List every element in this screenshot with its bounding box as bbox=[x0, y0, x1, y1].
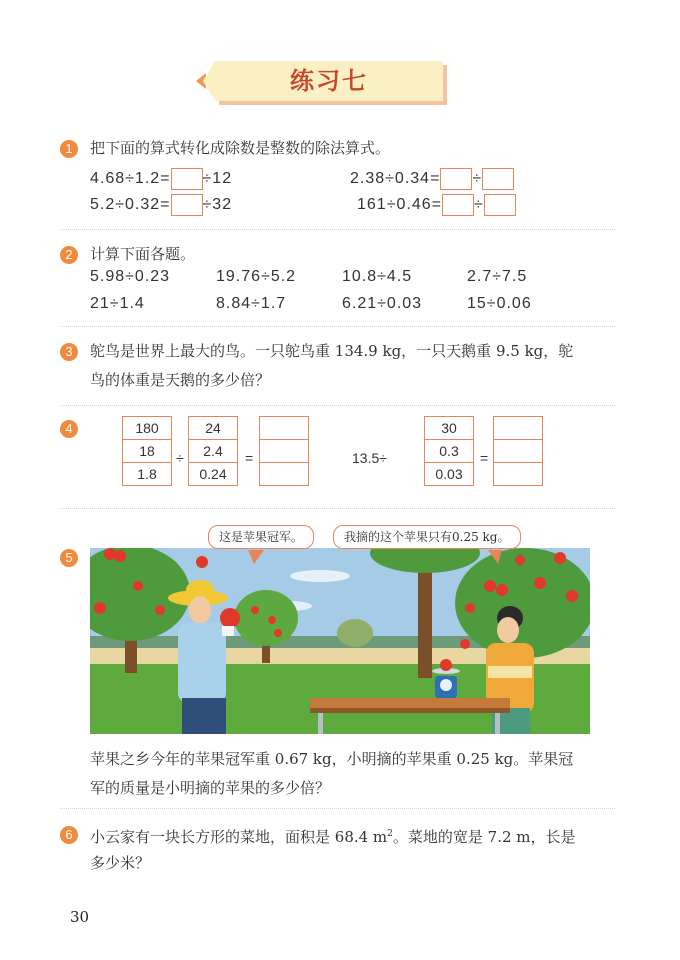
equation-text: ÷12 bbox=[202, 170, 233, 188]
equation-text: 2.38÷0.34= bbox=[350, 170, 441, 188]
calc-item: 8.84÷1.7 bbox=[216, 295, 287, 312]
exercise-5-line-2: 军的质量是小明摘的苹果的多少倍？ bbox=[90, 779, 331, 797]
apple-orchard-illustration bbox=[90, 548, 590, 734]
dividend-column bbox=[122, 416, 172, 486]
divisor-cell: 0.3 bbox=[425, 440, 473, 463]
answer-box[interactable] bbox=[482, 168, 514, 190]
answer-cell[interactable] bbox=[494, 417, 542, 440]
speech-bubble-farmer: 这是苹果冠军。 bbox=[208, 525, 314, 549]
divide-sign: ÷ bbox=[473, 196, 484, 214]
exercise-6-line-1 bbox=[90, 820, 576, 852]
calc-item: 15÷0.06 bbox=[467, 295, 532, 312]
orchard-scene-icon bbox=[90, 548, 590, 734]
divisor-column bbox=[188, 416, 238, 486]
answer-cell[interactable] bbox=[260, 417, 308, 440]
exercise-number-3: 3 bbox=[60, 343, 78, 361]
exercise-6-text: 小云家有一块长方形的菜地，面积是 68.4 m bbox=[90, 828, 388, 846]
calc-item: 2.7÷7.5 bbox=[467, 268, 528, 285]
calc-item: 19.76÷5.2 bbox=[216, 268, 297, 285]
equation-text: 161÷0.46= bbox=[357, 196, 442, 214]
divider bbox=[60, 326, 615, 327]
exercise-6-text: 。菜地的宽是 7.2 m，长是 bbox=[392, 828, 576, 846]
calc-item: 6.21÷0.03 bbox=[342, 295, 423, 312]
answer-box[interactable] bbox=[484, 194, 516, 216]
divisor-column bbox=[424, 416, 474, 486]
exercise-3-line-1: 鸵鸟是世界上最大的鸟。一只鸵鸟重 134.9 kg，一只天鹅重 9.5 kg，鸵 bbox=[90, 342, 574, 360]
dividend-cell: 180 bbox=[123, 417, 171, 440]
exercise-number-5: 5 bbox=[60, 549, 78, 567]
exercise-number-1: 1 bbox=[60, 140, 78, 158]
divisor-cell: 24 bbox=[189, 417, 237, 440]
page-number: 30 bbox=[70, 908, 90, 926]
speech-bubble-tail bbox=[248, 550, 264, 564]
equals-sign: = bbox=[245, 450, 254, 466]
dividend-cell: 18 bbox=[123, 440, 171, 463]
divisor-cell: 0.24 bbox=[199, 466, 227, 482]
exercise-5-line-1: 苹果之乡今年的苹果冠军重 0.67 kg，小明摘的苹果重 0.25 kg。苹果冠 bbox=[90, 750, 574, 768]
dividend-cell: 1.8 bbox=[137, 466, 157, 482]
answer-box[interactable] bbox=[171, 194, 203, 216]
exercise-2-prompt: 计算下面各题。 bbox=[90, 245, 196, 263]
answer-box[interactable] bbox=[171, 168, 203, 190]
exercise-1-prompt: 把下面的算式转化成除数是整数的除法算式。 bbox=[90, 139, 391, 157]
equation-text: ÷32 bbox=[202, 196, 233, 214]
divider bbox=[60, 808, 615, 809]
calc-item: 21÷1.4 bbox=[90, 295, 145, 312]
exercise-number-2: 2 bbox=[60, 246, 78, 264]
speech-bubble-tail bbox=[488, 550, 502, 564]
answer-cell[interactable] bbox=[260, 440, 308, 463]
answer-column bbox=[493, 416, 543, 486]
equation-text: 4.68÷1.2= bbox=[90, 170, 171, 188]
answer-column bbox=[259, 416, 309, 486]
divide-sign: ÷ bbox=[176, 450, 184, 466]
page-title: 练习七 bbox=[290, 66, 368, 95]
exercise-1-item-4 bbox=[357, 194, 516, 216]
superscript: 2 bbox=[387, 829, 393, 839]
answer-cell[interactable] bbox=[260, 463, 308, 485]
exercise-number-6: 6 bbox=[60, 826, 78, 844]
divide-sign: ÷ bbox=[472, 170, 483, 188]
calc-item: 10.8÷4.5 bbox=[342, 268, 413, 285]
answer-box[interactable] bbox=[440, 168, 472, 190]
exercise-1-item-1 bbox=[90, 168, 232, 190]
answer-cell[interactable] bbox=[494, 463, 542, 485]
divisor-cell: 2.4 bbox=[189, 440, 237, 463]
divider bbox=[60, 405, 615, 406]
exercise-number-4: 4 bbox=[60, 420, 78, 438]
equals-sign: = bbox=[480, 450, 489, 466]
dividend-text: 13.5÷ bbox=[352, 450, 387, 466]
divisor-cell: 30 bbox=[425, 417, 473, 440]
exercise-1-item-2 bbox=[350, 168, 514, 190]
exercise-1-item-3 bbox=[90, 194, 232, 216]
answer-cell[interactable] bbox=[494, 440, 542, 463]
calc-item: 5.98÷0.23 bbox=[90, 268, 171, 285]
divider bbox=[60, 229, 615, 230]
divider bbox=[60, 508, 615, 509]
speech-bubble-boy: 我摘的这个苹果只有0.25 kg。 bbox=[333, 525, 521, 549]
answer-box[interactable] bbox=[442, 194, 474, 216]
exercise-6-line-2: 多少米？ bbox=[90, 854, 151, 872]
equation-text: 5.2÷0.32= bbox=[90, 196, 171, 214]
exercise-3-line-2: 鸟的体重是天鹅的多少倍？ bbox=[90, 371, 271, 389]
divisor-cell: 0.03 bbox=[435, 466, 463, 482]
